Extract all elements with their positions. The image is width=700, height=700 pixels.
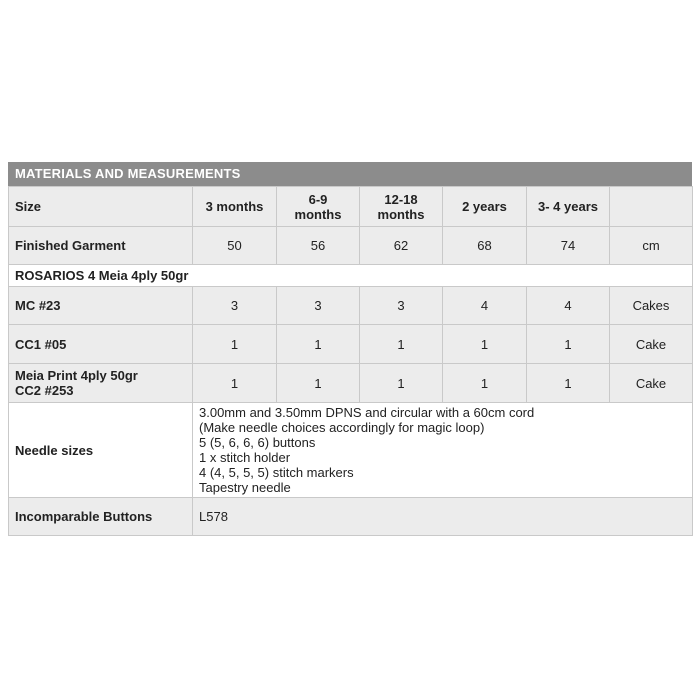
yarn-heading-row xyxy=(9,265,693,287)
buttons-row xyxy=(9,498,693,536)
measurement-cell: 74 xyxy=(527,227,610,265)
needle-item: 3.00mm and 3.50mm DPNS and circular with a 60cm cord xyxy=(199,405,535,420)
yarn-quantity: 1 xyxy=(527,364,610,403)
yarn-quantity: 3 xyxy=(193,287,277,325)
size-label: Size xyxy=(9,187,193,227)
yarn-quantity: 1 xyxy=(360,325,443,364)
yarn-heading: ROSARIOS 4 Meia 4ply 50gr xyxy=(9,265,693,287)
measurement-unit: cm xyxy=(610,227,693,265)
yarn-quantity: 3 xyxy=(360,287,443,325)
size-header: 3- 4 years xyxy=(527,187,610,227)
yarn-quantity: 4 xyxy=(443,287,527,325)
needle-label: Needle sizes xyxy=(9,403,193,498)
needle-row xyxy=(9,403,693,498)
yarn-unit: Cake xyxy=(610,325,693,364)
yarn-row xyxy=(9,287,693,325)
yarn-quantity: 1 xyxy=(443,364,527,403)
needle-item: (Make needle choices accordingly for magic loop) xyxy=(199,420,485,435)
yarn-quantity: 1 xyxy=(277,325,360,364)
yarn-quantity: 3 xyxy=(277,287,360,325)
yarn-label: MC #23 xyxy=(9,287,193,325)
yarn-unit: Cakes xyxy=(610,287,693,325)
yarn-label: CC1 #05 xyxy=(9,325,193,364)
buttons-value: L578 xyxy=(193,498,693,536)
yarn-quantity: 4 xyxy=(527,287,610,325)
needle-item: 1 x stitch holder xyxy=(199,450,291,465)
yarn-quantity: 1 xyxy=(193,325,277,364)
needle-item: 5 (5, 6, 6, 6) buttons xyxy=(199,435,316,450)
yarn-quantity: 1 xyxy=(443,325,527,364)
yarn-row xyxy=(9,325,693,364)
yarn-quantity: 1 xyxy=(360,364,443,403)
yarn-quantity: 1 xyxy=(277,364,360,403)
measurement-cell: 56 xyxy=(277,227,360,265)
needle-item: Tapestry needle xyxy=(199,480,291,495)
measurement-cell: 50 xyxy=(193,227,277,265)
size-header: 12-18 months xyxy=(360,187,443,227)
section-title: MATERIALS AND MEASUREMENTS xyxy=(8,162,692,186)
yarn-unit: Cake xyxy=(610,364,693,403)
size-header: 2 years xyxy=(443,187,527,227)
finished-garment-label: Finished Garment xyxy=(9,227,193,265)
yarn-quantity: 1 xyxy=(193,364,277,403)
yarn-label: Meia Print 4ply 50gr CC2 #253 xyxy=(9,364,193,403)
needle-list xyxy=(193,403,693,498)
size-header-empty xyxy=(610,187,693,227)
yarn-quantity: 1 xyxy=(527,325,610,364)
buttons-label: Incomparable Buttons xyxy=(9,498,193,536)
materials-table xyxy=(8,186,693,536)
finished-garment-row xyxy=(9,227,693,265)
size-row xyxy=(9,187,693,227)
measurement-cell: 62 xyxy=(360,227,443,265)
measurement-cell: 68 xyxy=(443,227,527,265)
size-header: 3 months xyxy=(193,187,277,227)
size-header: 6-9 months xyxy=(277,187,360,227)
needle-item: 4 (4, 5, 5, 5) stitch markers xyxy=(199,465,354,480)
yarn-row xyxy=(9,364,693,403)
materials-measurements-sheet xyxy=(8,162,692,536)
